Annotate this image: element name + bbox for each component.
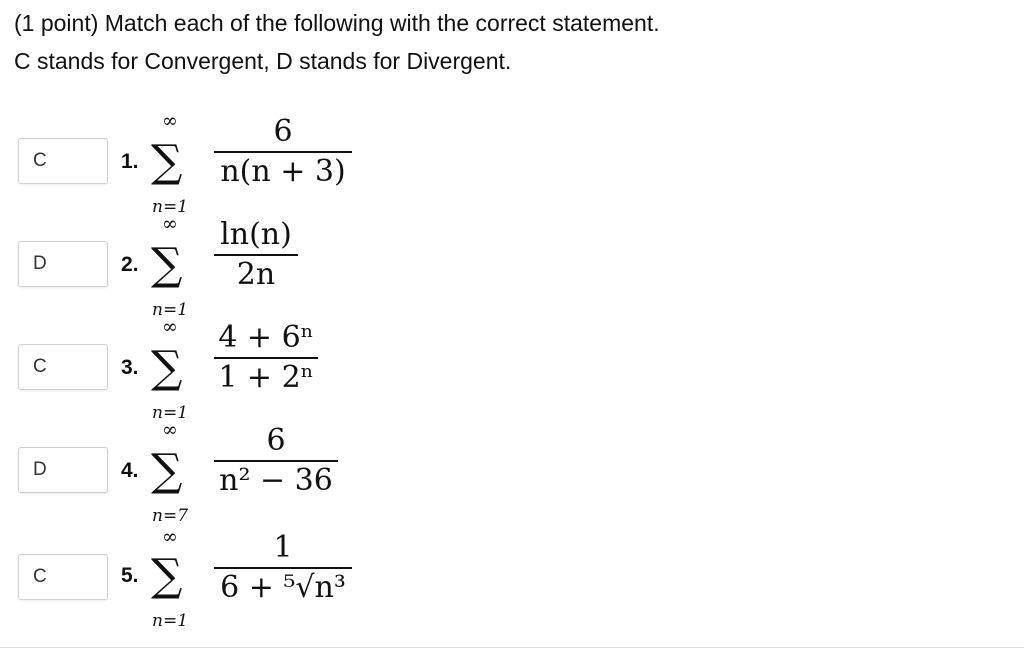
term-denominator: 1 + 2ⁿ xyxy=(218,360,314,395)
sigma-symbol: ∑ xyxy=(151,550,183,601)
answer-input-5[interactable]: C xyxy=(18,554,108,600)
term-numerator: 1 xyxy=(273,530,293,565)
sum-upper-limit: ∞ xyxy=(162,316,178,338)
question-title: (1 point) Match each of the following with the correct statement. xyxy=(14,10,660,36)
sigma-symbol: ∑ xyxy=(151,445,183,496)
sum-lower-limit: n=1 xyxy=(152,611,189,631)
answer-input-4[interactable]: D xyxy=(18,447,108,493)
fraction-bar xyxy=(214,460,338,462)
term-denominator: 6 + ⁵√n³ xyxy=(220,570,346,605)
item-number: 4. xyxy=(121,459,139,482)
sum-lower-limit: n=1 xyxy=(152,300,189,320)
fraction-bar xyxy=(214,357,318,359)
series-term xyxy=(214,530,352,606)
sum-lower-limit: n=1 xyxy=(152,197,189,217)
series-term xyxy=(214,217,298,293)
term-denominator: 2n xyxy=(236,257,276,292)
sum-upper-limit: ∞ xyxy=(162,419,178,441)
series-term xyxy=(214,423,338,499)
series-item-2 xyxy=(0,215,1024,319)
answer-input-3[interactable]: C xyxy=(18,344,108,390)
answer-input-2[interactable]: D xyxy=(18,241,108,287)
series-item-3 xyxy=(0,318,1024,422)
series-term xyxy=(214,320,318,396)
term-denominator: n(n + 3) xyxy=(220,154,346,189)
item-number: 2. xyxy=(121,253,139,276)
item-number: 5. xyxy=(121,564,139,587)
sum-upper-limit: ∞ xyxy=(162,213,178,235)
term-numerator: 6 xyxy=(266,423,286,458)
sigma-symbol: ∑ xyxy=(151,239,183,290)
item-number: 1. xyxy=(121,150,139,173)
fraction-bar xyxy=(214,254,298,256)
sigma-symbol: ∑ xyxy=(151,342,183,393)
term-numerator: 6 xyxy=(273,114,293,149)
term-denominator: n² − 36 xyxy=(219,463,333,498)
sum-lower-limit: n=7 xyxy=(152,506,189,526)
sum-upper-limit: ∞ xyxy=(162,110,178,132)
sum-lower-limit: n=1 xyxy=(152,403,189,423)
fraction-bar xyxy=(214,567,352,569)
fraction-bar xyxy=(214,151,352,153)
item-number: 3. xyxy=(121,356,139,379)
question-header xyxy=(14,4,660,80)
series-item-5 xyxy=(0,524,1024,631)
sum-upper-limit: ∞ xyxy=(162,526,178,548)
series-item-4 xyxy=(0,421,1024,525)
series-term xyxy=(214,114,352,190)
answer-input-1[interactable]: C xyxy=(18,138,108,184)
bottom-divider xyxy=(0,647,1024,648)
series-item-1 xyxy=(0,112,1024,216)
term-numerator: 4 + 6ⁿ xyxy=(218,320,314,355)
term-numerator: ln(n) xyxy=(220,217,292,252)
sigma-symbol: ∑ xyxy=(151,136,183,187)
question-instructions: C stands for Convergent, D stands for Divergent. xyxy=(14,48,512,74)
